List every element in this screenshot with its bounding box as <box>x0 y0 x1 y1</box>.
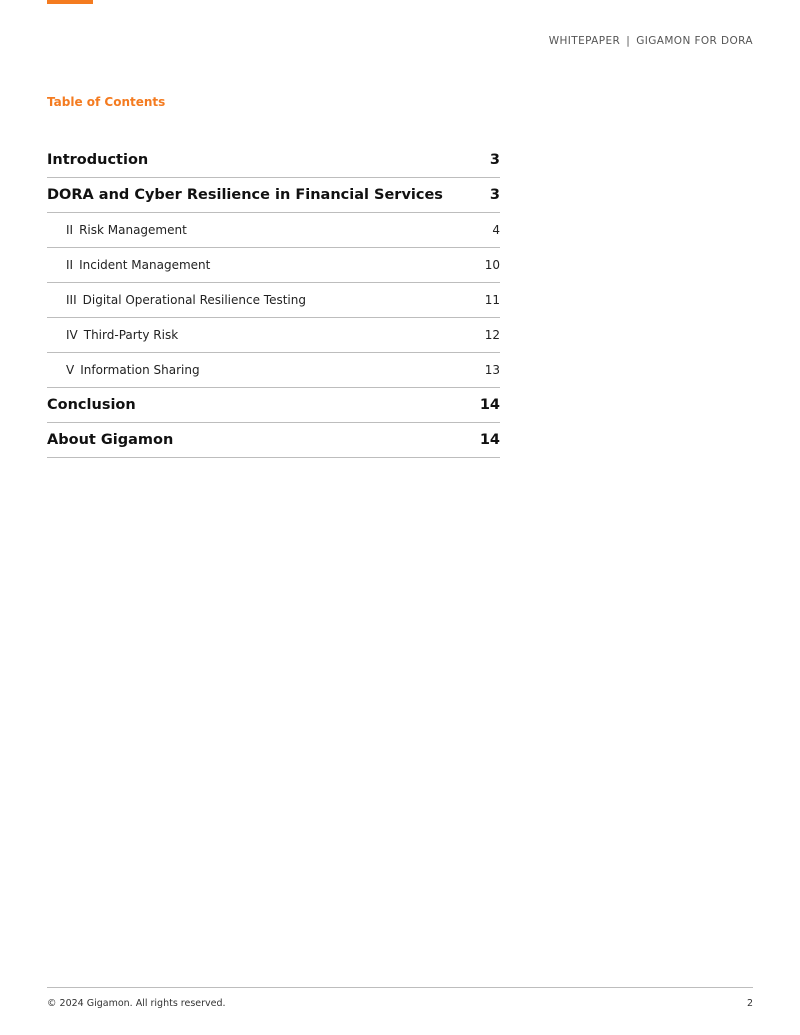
toc-entry-page: 10 <box>484 258 500 272</box>
header-separator: | <box>626 35 631 47</box>
toc-entry-text: Digital Operational Resilience Testing <box>82 293 306 307</box>
header-doc-title: GIGAMON FOR DORA <box>636 35 753 47</box>
toc-entry-label <box>47 258 210 272</box>
toc-entry-numeral: V <box>66 363 75 377</box>
toc-entry-page: 3 <box>489 152 500 168</box>
footer-divider <box>47 987 753 988</box>
toc-entry-information-sharing[interactable] <box>47 353 500 388</box>
toc-entry-text: Incident Management <box>79 258 211 272</box>
toc-entry-risk-management[interactable] <box>47 213 500 248</box>
toc-entry-introduction[interactable] <box>47 143 500 178</box>
toc-entry-text: Third-Party Risk <box>83 328 179 342</box>
toc-entry-dora[interactable] <box>47 178 500 213</box>
toc-entry-text: Information Sharing <box>80 363 200 377</box>
toc-entry-numeral: III <box>66 293 77 307</box>
toc-entry-label <box>47 293 306 307</box>
toc-entry-page: 12 <box>484 328 500 342</box>
toc-entry-third-party-risk[interactable] <box>47 318 500 353</box>
accent-bar <box>47 0 93 4</box>
toc-entry-resilience-testing[interactable] <box>47 283 500 318</box>
toc-entry-label: About Gigamon <box>47 432 174 448</box>
toc-entry-label: DORA and Cyber Resilience in Financial Services <box>47 187 443 203</box>
toc-entry-about-gigamon[interactable] <box>47 423 500 458</box>
toc-entry-numeral: II <box>66 258 74 272</box>
toc-entry-label <box>47 223 187 237</box>
header-doc-type: WHITEPAPER <box>548 35 621 47</box>
toc-title: Table of Contents <box>47 95 166 109</box>
toc-entry-page: 11 <box>484 293 500 307</box>
toc-entry-label <box>47 328 178 342</box>
toc-entry-conclusion[interactable] <box>47 388 500 423</box>
toc-entry-numeral: IV <box>66 328 78 342</box>
toc-entry-page: 14 <box>479 432 500 448</box>
toc-entry-page: 14 <box>479 397 500 413</box>
toc-entry-page: 13 <box>484 363 500 377</box>
page-header <box>549 35 753 47</box>
toc-entry-label: Introduction <box>47 152 149 168</box>
toc-entry-text: Risk Management <box>79 223 187 237</box>
footer-page-number: 2 <box>746 998 753 1009</box>
toc-entry-page: 4 <box>492 223 500 237</box>
table-of-contents <box>47 143 500 458</box>
footer-copyright: © 2024 Gigamon. All rights reserved. <box>47 998 226 1009</box>
toc-entry-label: Conclusion <box>47 397 136 413</box>
toc-entry-page: 3 <box>489 187 500 203</box>
toc-entry-label <box>47 363 200 377</box>
toc-entry-incident-management[interactable] <box>47 248 500 283</box>
toc-entry-numeral: II <box>66 223 74 237</box>
